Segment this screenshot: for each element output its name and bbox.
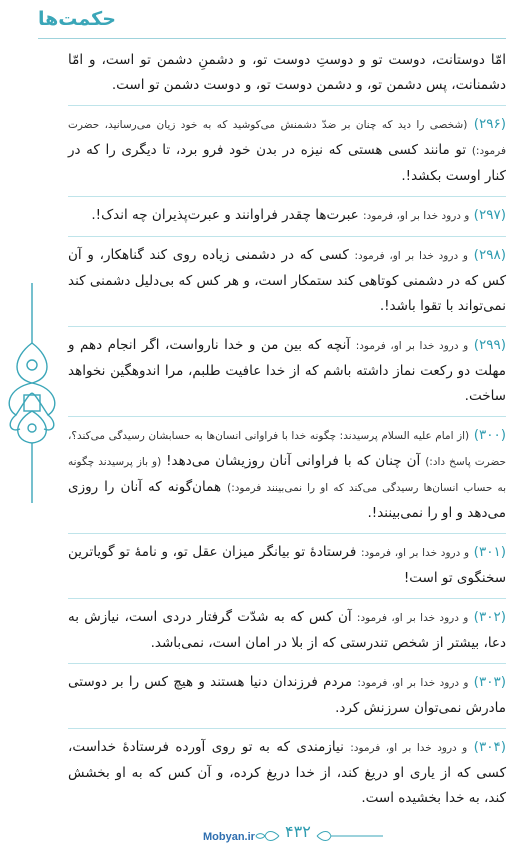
saying-number: (۳۰۰) [473, 427, 507, 443]
saying-number: (۲۹۸) [473, 247, 506, 263]
paragraph [68, 197, 506, 237]
paragraph-text: عبرت‌ها چقدر فراوانند و عبرت‌پذیران چه اندک!. [91, 207, 359, 223]
paragraph [68, 237, 506, 327]
paragraph-note-second: (و باز پرسیدند چگونه به حساب انسان‌ها رسیدگی می‌کند که او را نمی‌بینند فرمود:) [68, 456, 507, 494]
paragraph-intro: و درود خدا بر او، فرمود: [350, 742, 468, 754]
paragraph-text-second: همان‌گونه که آنان را روزی می‌دهد و او را نمی‌بینند!. [68, 479, 506, 521]
paragraph-text: آنچه که بین من و خدا نارواست، اگر انجام دهم و مهلت دو رکعت نماز داشته باشم که از خدا عافیت طلبم، مرا اندوهگین نخواهد ساخت. [68, 337, 506, 404]
paragraph-intro: و درود خدا بر او، فرمود: [356, 612, 469, 624]
right-flourish-icon [315, 828, 385, 844]
paragraph-text: آن چنان که با فراوانی آنان روزیشان می‌دهد! [166, 453, 421, 469]
saying-number: (۲۹۷) [473, 207, 506, 223]
paragraph-text: مردم فرزندان دنیا هستند و هیچ کس را بر دوستی مادرش نمی‌توان سرزنش کرد. [68, 674, 506, 716]
paragraph-text: امّا دوستانت، دوست تو و دوستِ دوست تو، و دشمنِ دشمن تو است، و امّا دشمنانت، پس دشمن تو، و دشمن دوست تو، و دوست دشمن تو است. [68, 52, 506, 93]
paragraph [68, 729, 506, 818]
paragraph-intro: و درود خدا بر او، فرمود: [360, 547, 470, 559]
paragraph-note: (شخصی را دید که چنان بر ضدّ دشمنش می‌کوشید که به خود زیان می‌رسانید، حضرت فرمود:) [68, 119, 506, 157]
saying-number: (۳۰۲) [473, 609, 506, 625]
paragraph [68, 106, 506, 197]
paragraph-text: آن کس که به شدّت گرفتار دردی است، نیازش به دعا، بیشتر از شخص تندرستی که از بلا در امان است، نمی‌باشد. [68, 609, 506, 651]
saying-number: (۳۰۱) [473, 544, 506, 560]
paragraph-intro: و درود خدا بر او، فرمود: [357, 677, 469, 689]
header-rule [38, 38, 506, 39]
paragraph [68, 599, 506, 664]
paragraph-intro: و درود خدا بر او، فرمود: [355, 340, 469, 352]
paragraph-intro: و درود خدا بر او، فرمود: [354, 250, 468, 262]
paragraph [68, 664, 506, 729]
page-footer [0, 820, 520, 850]
paragraph-text: کسی که در دشمنی زیاده روی کند گناهکار، و آن کس که در دشمنی کوتاهی کند ستمکار است، و هر کس که بی‌دلیل دشمنی کند نمی‌تواند با تقوا باشد!. [68, 247, 506, 314]
paragraph [68, 327, 506, 417]
side-ornament-icon [2, 283, 62, 503]
page-number: ۴۳۲ [285, 822, 311, 841]
paragraph-text: نیازمندی که به تو روی آورده فرستادهٔ خداست، کسی که از یاری او دریغ کند، از خدا دریغ کرده، و آن کس که به او بخشش کند، به خدا بخشیده است. [68, 739, 506, 806]
content-area [68, 42, 506, 818]
paragraph [68, 417, 506, 534]
saying-number: (۳۰۳) [473, 674, 506, 690]
saying-number: (۳۰۴) [473, 739, 506, 755]
paragraph-note: (از امام علیه السلام پرسیدند: چگونه خدا با فراوانی انسان‌ها به حسابشان رسیدگی می‌کند؟، حضرت پاسخ داد:) [68, 430, 507, 468]
saying-number: (۲۹۹) [473, 337, 507, 353]
left-flourish-icon [255, 828, 281, 844]
paragraph-text: تو مانند کسی هستی که نیزه در بدن خود فرو برد، تا دیگری را که در کنار اوست بکشد!. [68, 142, 506, 184]
paragraph [68, 534, 506, 599]
saying-number: (۲۹۶) [473, 116, 507, 132]
paragraph [68, 42, 506, 106]
paragraph-text: فرستادهٔ تو بیانگر میزان عقل تو، و نامهٔ تو گویاترین سخنگوی تو است! [68, 544, 506, 586]
paragraph-intro: و درود خدا بر او، فرمود: [363, 210, 470, 222]
site-url: Mobyan.ir [203, 831, 255, 843]
page-header-title: حکمت‌ها [38, 8, 116, 30]
